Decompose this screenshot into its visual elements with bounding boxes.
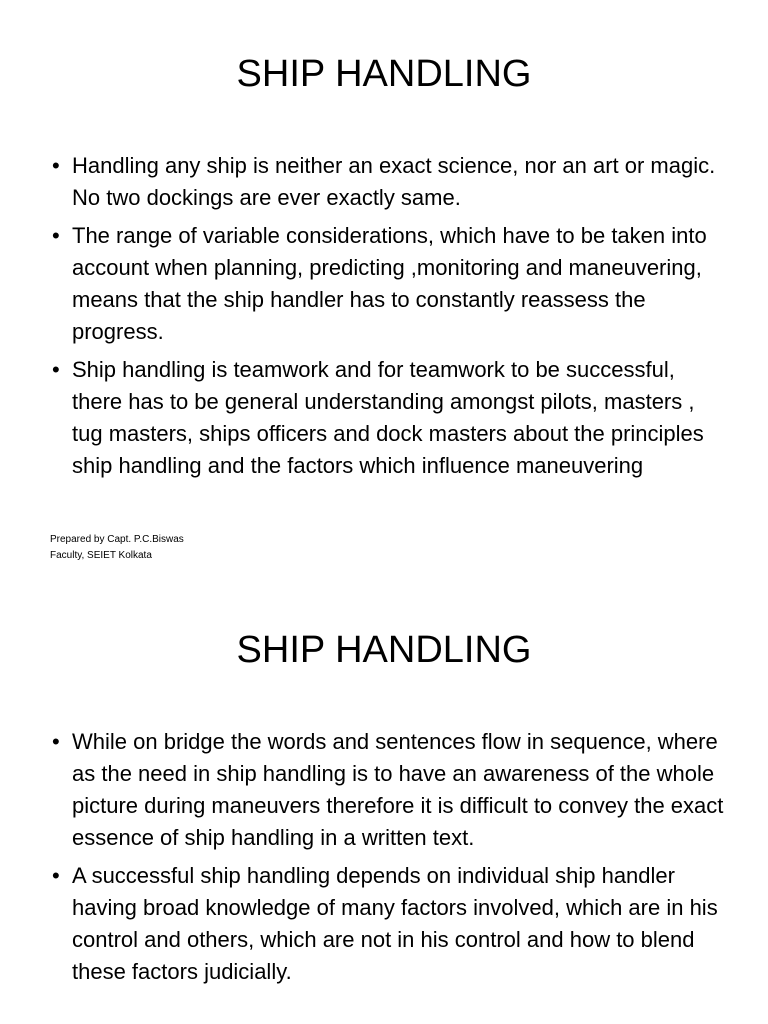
bullet-text: A successful ship handling depends on individual ship handler having broad knowledge of many factors involved, which are in his control and others, which are not in his control and how to blend these factors judicially. <box>72 863 718 984</box>
bullet-item <box>48 354 728 482</box>
slide-title: SHIP HANDLING <box>236 53 532 95</box>
bullet-text: Ship handling is teamwork and for teamwork to be successful, there has to be general understanding amongst pilots, masters , tug masters, ships officers and dock masters about the principles ship handling and the factors which influence maneuvering <box>72 357 704 478</box>
slide-2 <box>0 576 768 1024</box>
bullet-dot-icon: • <box>52 863 60 888</box>
bullet-item <box>48 726 728 854</box>
bullet-item <box>48 220 728 348</box>
bullet-text: Handling any ship is neither an exact science, nor an art or magic. No two dockings are ever exactly same. <box>72 153 716 210</box>
bullet-item <box>48 860 728 988</box>
bullet-list <box>48 150 728 488</box>
bullet-dot-icon: • <box>52 223 60 248</box>
bullet-item <box>48 150 728 214</box>
bullet-text: While on bridge the words and sentences flow in sequence, where as the need in ship handling is to have an awareness of the whole picture during maneuvers therefore it is difficult to convey the exact essence of ship handling in a written text. <box>72 729 724 850</box>
bullet-text: The range of variable considerations, which have to be taken into account when planning, predicting ,monitoring and maneuvering, means that the ship handler has to constantly reassess the progress. <box>72 223 707 344</box>
bullet-dot-icon: • <box>52 729 60 754</box>
footer-affiliation: Faculty, SEIET Kolkata <box>50 550 152 561</box>
bullet-dot-icon: • <box>52 153 60 178</box>
bullet-dot-icon: • <box>52 357 60 382</box>
footer-author: Prepared by Capt. P.C.Biswas <box>50 534 184 545</box>
bullet-list <box>48 726 728 994</box>
slide-footer <box>50 532 184 564</box>
slide-title: SHIP HANDLING <box>236 629 532 671</box>
